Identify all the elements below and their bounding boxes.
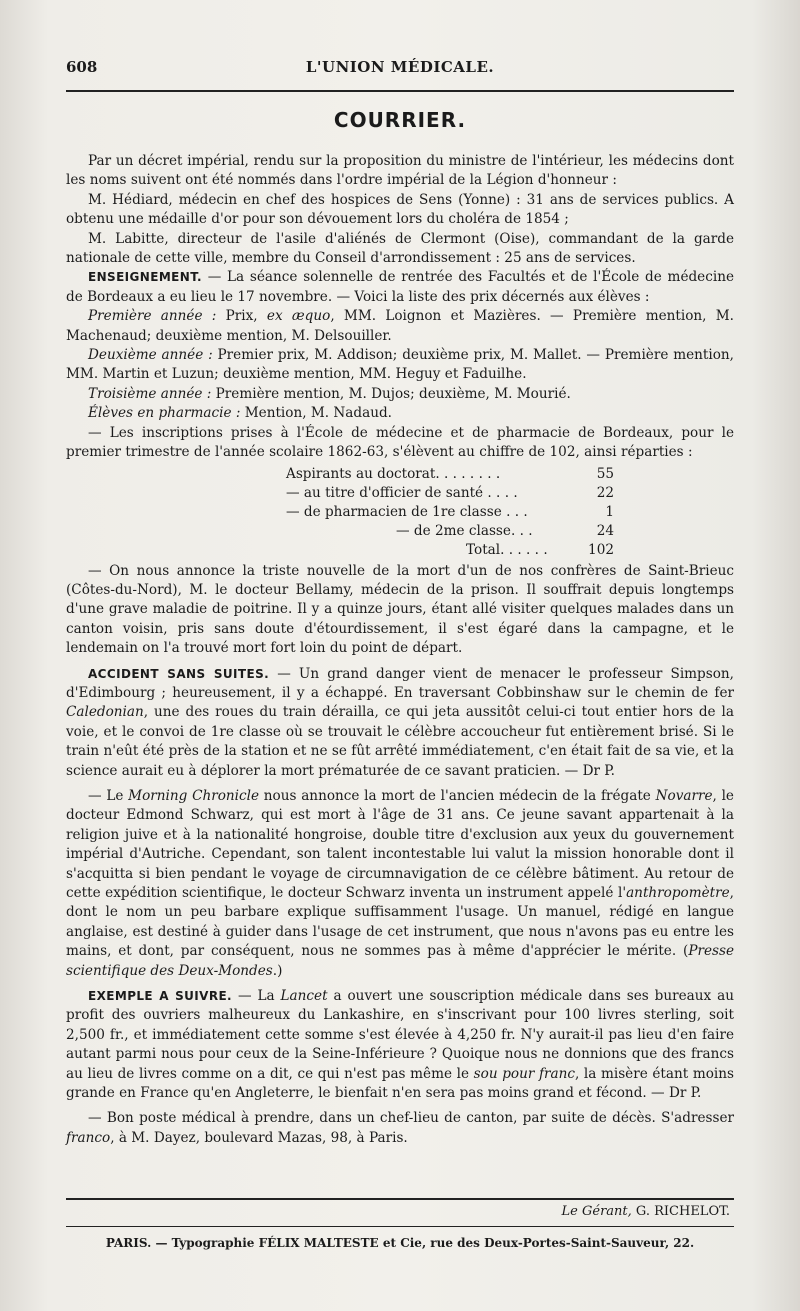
header-rule [66, 90, 734, 92]
row-label: — au titre d'officier de santé . . . . [286, 484, 518, 501]
row-value: 55 [596, 465, 614, 482]
exemple-text-c: , la misère étant moins grande en France qu'en Angleterre, le bienfait n'en sera pas moins grand et fécond. — Dr P. [66, 1065, 734, 1102]
lancet: Lancet [280, 988, 328, 1005]
first-year-label: Première année : [88, 308, 217, 325]
second-year-label: Deuxième année : [88, 347, 213, 364]
exemple-text-a: — La [232, 988, 281, 1005]
gerant-name: G. RICHELOT. [635, 1204, 730, 1219]
gerant-signature [562, 1204, 730, 1219]
paragraph-pharmacy [66, 404, 734, 423]
running-header [66, 58, 734, 86]
row-value: 22 [596, 484, 614, 501]
schwarz-text-d: , dont le nom un peu barbare explique suffisamment l'usage. Un manuel, rédigé en langue anglaise, est destiné à guider dans l'usage de cet instrument, que nous n'avons pas eu entre les mains, et dont, par conséquent, nous ne sommes pas à même d'apprécier le mérite. ( [66, 885, 734, 960]
table-row [66, 465, 734, 484]
exemple-text-b: a ouvert une souscription médicale dans ses bureaux au profit des ouvriers malheureux du Lankashire, en s'inscrivant pour 100 livres sterling, soit 2,500 fr., et immédiatement cette somme s'est élevée à 4,250 fr. N'y aurait-il pas lieu d'en faire autant parmi nous pour ceux de la Seine-Inférieure ? Quoique nous ne donnions que des francs au lieu de livres comme on a dit, ce qui n'est pas même le [66, 988, 734, 1082]
morning-chronicle: Morning Chronicle [128, 787, 260, 804]
paragraph-accident [66, 665, 734, 781]
row-label: — de 2me classe. . . [396, 522, 533, 539]
enseignement-heading: ENSEIGNEMENT. [88, 270, 202, 285]
ex-aequo: ex æquo [266, 308, 331, 325]
journal-title: L'UNION MÉDICALE. [305, 58, 495, 76]
paragraph-second-year [66, 346, 734, 385]
schwarz-text-e: .) [272, 962, 283, 979]
row-label: — de pharmacien de 1re classe . . . [286, 503, 528, 520]
paragraph-exemple [66, 987, 734, 1103]
paragraph-poste [66, 1109, 734, 1148]
total-value: 102 [588, 541, 614, 558]
article-body [66, 152, 734, 1148]
table-row [66, 522, 734, 541]
third-year-text: Première mention, M. Dujos; deuxième, M. Mourié. [211, 385, 571, 402]
poste-text-b: , à M. Dayez, boulevard Mazas, 98, à Paris. [110, 1129, 408, 1146]
inscriptions-table [66, 465, 734, 560]
pharmacy-text: Mention, M. Nadaud. [240, 405, 392, 422]
row-value: 24 [596, 522, 614, 539]
anthropometre: anthropomètre [626, 885, 730, 901]
novarre: Novarre [655, 787, 713, 804]
paragraph-schwarz [66, 787, 734, 981]
schwarz-text-c: , le docteur Edmond Schwarz, qui est mort à l'âge de 31 ans. Ce jeune savant appartenait à la religion juive et à la nationalité hongroise, double titre d'exclusion aux yeux du gouvernement impérial d'Autriche. Cependant, son talent incontestable lui valut la mission honorable dont il s'acquitta si bien pendant le voyage de circumnavigation de ce célèbre bâtiment. Au retour de cette expédition scientifique, le docteur Schwarz inventa un instrument appelé l' [66, 787, 734, 901]
footer-rule-bottom [66, 1226, 734, 1227]
schwarz-text-a: — Le [88, 787, 129, 804]
caledonian: Caledonian [66, 704, 144, 721]
poste-text-a: — Bon poste médical à prendre, dans un chef-lieu de canton, par suite de décès. S'adresser [88, 1110, 734, 1127]
exemple-heading: EXEMPLE A SUIVRE. [88, 989, 233, 1004]
table-row [66, 503, 734, 522]
paragraph-third-year [66, 385, 734, 404]
table-total-row [66, 541, 734, 560]
first-year-text-a: Prix, [216, 308, 267, 325]
schwarz-text-b: nous annonce la mort de l'ancien médecin de la frégate [259, 787, 656, 804]
source-citation: Presse scientifique des Deux-Mondes [66, 943, 734, 979]
paragraph-first-year [66, 307, 734, 346]
accident-text-a: — Un grand danger vient de menacer le professeur Simpson, d'Edimbourg ; heureusement, il y a échappé. En traversant Cobbinshaw sur le chemin de fer [66, 665, 734, 701]
first-year-text-b: , MM. Loignon et Mazières. — Première mention, M. Machenaud; deuxième mention, M. Delsouiller. [66, 308, 734, 344]
franco: franco [66, 1129, 111, 1146]
total-label: Total. . . . . . [466, 541, 548, 558]
accident-text-b: , une des roues du train dérailla, ce qui jeta aussitôt celui-ci tout entier hors de la voie, et le convoi de 1re classe où se trouvait le célèbre accoucheur fut entièrement brisé. Si le train n'eût été près de la station et ne se fût arrêté immédiatement, c'en était fait de sa vie, et la science aurait eu à déplorer la mort prématurée de ce savant praticien. — Dr P. [66, 704, 734, 779]
sou-pour-franc: sou pour franc [473, 1065, 575, 1082]
paragraph-hediard: M. Hédiard, médecin en chef des hospices de Sens (Yonne) : 31 ans de services publics. A obtenu une médaille d'or pour son dévouement lors du choléra de 1854 ; [66, 191, 734, 228]
accident-heading: ACCIDENT SANS SUITES. [88, 666, 270, 681]
table-row [66, 484, 734, 503]
second-year-text: Premier prix, M. Addison; deuxième prix, M. Mallet. — Première mention, MM. Martin et Luzun; deuxième mention, MM. Heguy et Faduilhe. [66, 347, 734, 383]
paragraph-enseignement [66, 268, 734, 307]
paragraph-bellamy: — On nous annonce la triste nouvelle de la mort d'un de nos confrères de Saint-Brieuc (Côtes-du-Nord), M. le docteur Bellamy, médecin de la prison. Il souffrait depuis longtemps d'une grave maladie de poitrine. Il y a quinze jours, étant allé visiter quelques malades dans un canton voisin, pris sans doute d'étourdissement, il s'est égaré dans la campagne, et le lendemain on l'a trouvé mort fort loin du point de départ. [66, 562, 734, 657]
page-number: 608 [66, 58, 98, 76]
third-year-label: Troisième année : [88, 385, 212, 402]
row-label: Aspirants au doctorat. . . . . . . . [286, 465, 501, 482]
footer-rule-top [66, 1198, 734, 1200]
paragraph-inscriptions: — Les inscriptions prises à l'École de médecine et de pharmacie de Bordeaux, pour le premier trimestre de l'année scolaire 1862-63, s'élèvent au chiffre de 102, ainsi réparties : [66, 424, 734, 461]
printer-imprint: PARIS. — Typographie FÉLIX MALTESTE et Cie, rue des Deux-Portes-Saint-Sauveur, 22. [105, 1236, 695, 1250]
gerant-label: Le Gérant, [561, 1204, 632, 1219]
paragraph-labitte: M. Labitte, directeur de l'asile d'aliénés de Clermont (Oise), commandant de la garde nationale de cette ville, membre du Conseil d'arrondissement : 25 ans de services. [66, 230, 734, 267]
paragraph-decree: Par un décret impérial, rendu sur la proposition du ministre de l'intérieur, les médecins dont les noms suivent ont été nommés dans l'ordre impérial de la Légion d'honneur : [66, 153, 734, 189]
enseignement-text: — La séance solennelle de rentrée des Facultés et de l'École de médecine de Bordeaux a eu lieu le 17 novembre. — Voici la liste des prix décernés aux élèves : [66, 269, 734, 305]
section-title: COURRIER. [333, 108, 467, 132]
pharmacy-label: Élèves en pharmacie : [88, 405, 241, 422]
row-value: 1 [605, 503, 614, 520]
